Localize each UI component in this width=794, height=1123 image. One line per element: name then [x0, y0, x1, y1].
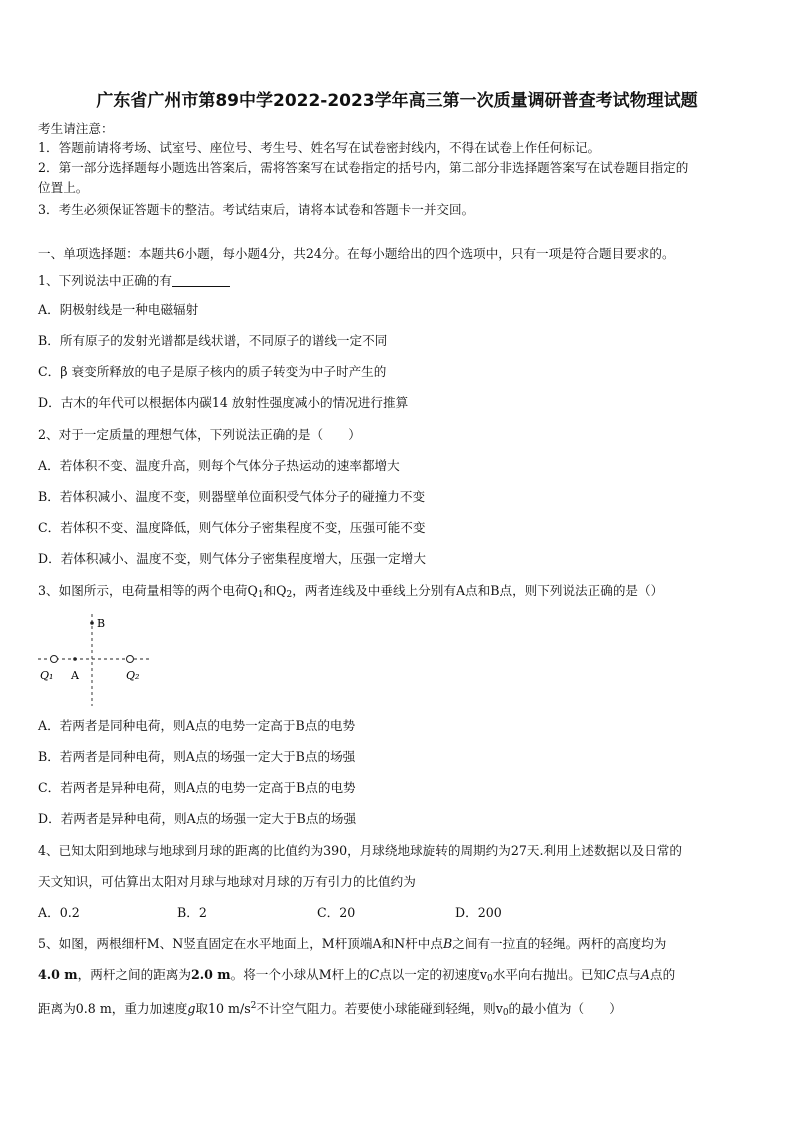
- notice-item-2: 2．第一部分选择题每小题选出答案后，需将答案写在试卷指定的括号内，第二部分非选择题答案写在试卷题目指定的: [38, 160, 689, 175]
- question-3-option-d: D．若两者是异种电荷，则A点的场强一定大于B点的场强: [38, 811, 357, 826]
- question-3-option-b: B．若两者是同种电荷，则A点的场强一定大于B点的场强: [38, 749, 356, 764]
- notice-heading: 考生请注意：: [38, 121, 114, 136]
- question-5-line-2: [38, 967, 760, 987]
- question-2-option-b: B．若体积减小、温度不变，则器壁单位面积受气体分子的碰撞力不变: [38, 489, 426, 504]
- charge-q1: [51, 656, 58, 663]
- subscript: 2: [286, 590, 293, 600]
- notice-item-1: 1．答题前请将考场、试室号、座位号、考生号、姓名写在试卷密封线内，不得在试卷上作任何标记。: [38, 140, 601, 155]
- section-heading: 一、单项选择题：本题共6小题，每小题4分，共24分。在每小题给出的四个选项中，只有一项是符合题目要求的。: [38, 246, 675, 261]
- text-run: 距离为0.8 m，重力加速度: [38, 1001, 188, 1016]
- question-3-option-c: C．若两者是异种电荷，则A点的电势一定高于B点的电势: [38, 780, 356, 795]
- text-run: 的最小值为（ ）: [508, 1001, 622, 1016]
- bold-value: 2.0 m: [190, 967, 231, 982]
- question-2-option-c: C．若体积不变、温度降低，则气体分子密集程度不变，压强可能不变: [38, 520, 426, 535]
- question-2-stem: 2、对于一定质量的理想气体，下列说法正确的是（ ）: [38, 427, 361, 442]
- question-4-option-d: D．200: [455, 905, 502, 920]
- point-a: [73, 657, 77, 661]
- text-run: 水平向右抛出。已知: [492, 967, 607, 982]
- question-2-option-d: D．若体积减小、温度不变，则气体分子密集程度增大，压强一定增大: [38, 551, 426, 566]
- question-1-option-a: A．阴极射线是一种电磁辐射: [38, 302, 199, 317]
- question-4-line-1: 4、已知太阳到地球与地球到月球的距离的比值约为390，月球绕地球旋转的周期约为27天.利用上述数据以及日常的: [38, 843, 682, 858]
- bold-value: 4.0 m: [38, 967, 78, 982]
- question-4-line-2: 天文知识，可估算出太阳对月球与地球对月球的万有引力的比值约为: [38, 874, 416, 889]
- subscript: 0: [486, 974, 493, 984]
- question-3-stem: [38, 583, 760, 603]
- italic-var: g: [187, 1001, 196, 1016]
- text-run: 。将一个小球从M杆上的: [230, 967, 370, 982]
- italic-var: B: [442, 936, 453, 951]
- text-run: 之间有一拉直的轻绳。两杆的高度均为: [452, 936, 667, 951]
- notice-item-2-cont: 位置上。: [38, 180, 89, 195]
- question-3-text-a: 3、如图所示，电荷量相等的两个电荷Q: [38, 583, 258, 598]
- label-a: A: [71, 669, 79, 682]
- question-3-text-b: 和Q: [263, 583, 287, 598]
- charge-diagram: [34, 610, 164, 710]
- question-5-line-3: [38, 998, 760, 1021]
- text-run: 点以一定的初速度v: [379, 967, 487, 982]
- charge-q2: [127, 656, 134, 663]
- subscript: 0: [502, 1008, 509, 1018]
- italic-var: C: [369, 967, 380, 982]
- notice-item-3: 3．考生必须保证答题卡的整洁。考试结束后，请将本试卷和答题卡一并交回。: [38, 202, 475, 217]
- question-2-option-a: A．若体积不变、温度升高，则每个气体分子热运动的速率都增大: [38, 458, 400, 473]
- label-q2: Q₂: [126, 669, 140, 682]
- text-run: ，两杆之间的距离为: [77, 967, 191, 982]
- point-b: [90, 621, 94, 625]
- question-4-option-b: B．2: [177, 905, 207, 920]
- label-b: B: [97, 617, 106, 630]
- text-run: 点的: [649, 967, 676, 982]
- page-title: 广东省广州市第89中学2022-2023学年高三第一次质量调研普查考试物理试题: [96, 91, 698, 111]
- question-4-options: [38, 905, 760, 921]
- question-3-option-a: A．若两者是同种电荷，则A点的电势一定高于B点的电势: [38, 718, 356, 733]
- answer-blank: [172, 274, 230, 287]
- question-1-option-b: B．所有原子的发射光谱都是线状谱，不同原子的谱线一定不同: [38, 333, 388, 348]
- text-run: 不计空气阻力。若要使小球能碰到轻绳，则v: [256, 1001, 503, 1016]
- superscript: 2: [250, 1001, 257, 1011]
- subscript: 1: [257, 590, 264, 600]
- question-3-text-c: ，两者连线及中垂线上分别有A点和B点，则下列说法正确的是（）: [292, 583, 664, 598]
- question-4-option-c: C．20: [317, 905, 356, 920]
- question-1-stem: [38, 273, 760, 289]
- text-run: 取10 m/s: [195, 1001, 251, 1016]
- italic-var: A: [640, 967, 650, 982]
- text-run: 点与: [615, 967, 641, 982]
- question-1-option-d: D．古木的年代可以根据体内碳14 放射性强度减小的情况进行推算: [38, 395, 409, 410]
- question-4-option-a: A．0.2: [38, 905, 80, 920]
- question-1-option-c: C．β 衰变所释放的电子是原子核内的质子转变为中子时产生的: [38, 364, 387, 379]
- text-run: 5、如图，两根细杆M、N竖直固定在水平地面上，M杆顶端A和N杆中点: [38, 936, 443, 951]
- question-1-text: 1、下列说法中正确的有: [38, 273, 172, 288]
- italic-var: C: [606, 967, 616, 982]
- label-q1: Q₁: [40, 669, 54, 682]
- question-5-line-1: [38, 936, 760, 952]
